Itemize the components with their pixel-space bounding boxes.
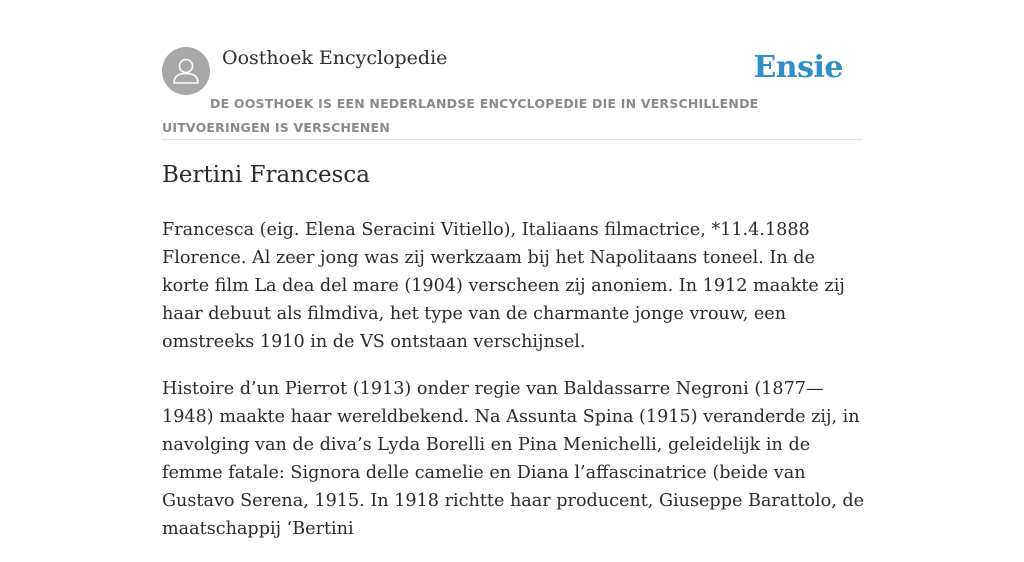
article-paragraph: Histoire d’un Pierrot (1913) onder regie van Baldassarre Negroni (1877—1948) maakte haar wereldbekend. Na Assunta Spina (1915) veranderde zij, in navolging van de diva’s Lyda Borelli en Pina Menichelli, geleidelijk in de femme fatale: Signora delle camelie en Diana l’affascinatrice (beide van Gustavo Serena, 1915. In 1918 richtte haar producent, Giuseppe Barattolo, de maatschappij ‘Bertini (162, 379, 865, 539)
article-paragraph: Francesca (eig. Elena Seracini Vitiello), Italiaans filmactrice, *11.4.1888 Florence. Al zeer jong was zij werkzaam bij het Napolitaans toneel. In de korte film La dea del mare (1904) verscheen zij anoniem. In 1912 maakte zij haar debuut als filmdiva, het type van de charmante jonge vrouw, een omstreeks 1910 in de VS ontstaan verschijnsel. (162, 220, 845, 352)
site-header (162, 44, 862, 140)
brand-logo[interactable]: Ensie (753, 50, 843, 85)
article-title: Bertini Francesca (162, 162, 370, 188)
user-icon[interactable] (162, 47, 210, 95)
article-body (162, 216, 866, 562)
site-title[interactable]: Oosthoek Encyclopedie (222, 47, 448, 69)
site-tagline: DE OOSTHOEK IS EEN NEDERLANDSE ENCYCLOPEDIE DIE IN VERSCHILLENDE UITVOERINGEN IS VERSCHENEN (162, 96, 759, 135)
